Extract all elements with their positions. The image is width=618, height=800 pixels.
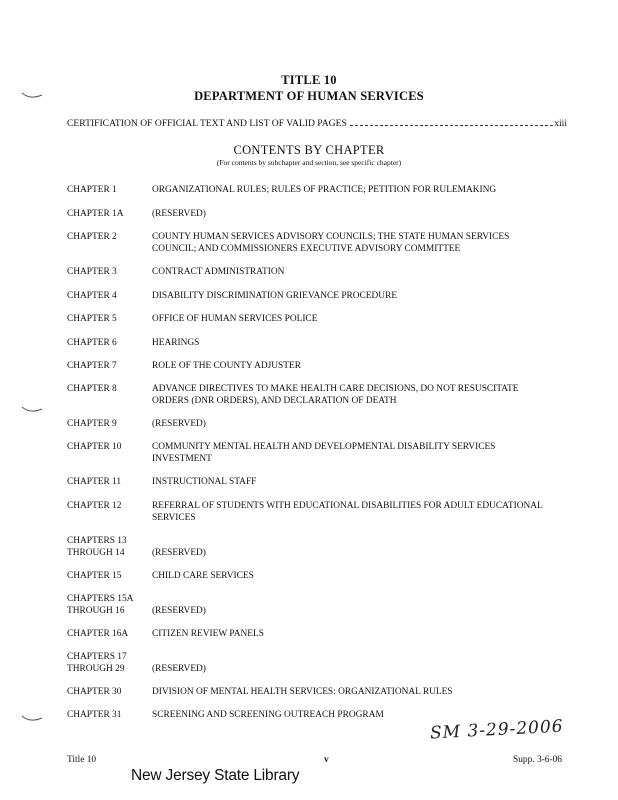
department-title: DEPARTMENT OF HUMAN SERVICES: [194, 89, 424, 103]
dot-leader: [350, 124, 553, 126]
chapter-description-line: COUNTY HUMAN SERVICES ADVISORY COUNCILS; THE STATE HUMAN SERVICES: [152, 232, 510, 242]
chapter-description: (RESERVED): [152, 209, 206, 219]
chapter-label: CHAPTER 30: [67, 687, 122, 697]
chapter-label-line: CHAPTERS 15A: [67, 594, 134, 604]
chapter-label-line: THROUGH 14: [67, 548, 125, 558]
chapter-description: CONTRACT ADMINISTRATION: [152, 267, 285, 277]
chapter-description: SCREENING AND SCREENING OUTREACH PROGRAM: [152, 710, 384, 720]
chapter-description: OFFICE OF HUMAN SERVICES POLICE: [152, 314, 318, 324]
chapter-label: [67, 593, 151, 617]
chapter-description: (RESERVED): [152, 419, 206, 429]
chapter-description-line: SERVICES: [152, 513, 196, 523]
chapter-description: (RESERVED): [152, 664, 206, 674]
chapter-label: CHAPTER 6: [67, 338, 117, 348]
chapter-label-line: THROUGH 29: [67, 664, 125, 674]
chapter-label: CHAPTER 5: [67, 314, 117, 324]
chapter-description: [152, 383, 582, 407]
contents-subheading: (For contents by subchapter and section, see specific chapter): [216, 158, 402, 167]
chapter-description: ROLE OF THE COUNTY ADJUSTER: [152, 361, 301, 371]
chapter-label: CHAPTER 2: [67, 232, 117, 242]
chapter-label: CHAPTER 1A: [67, 209, 124, 219]
chapter-label: CHAPTER 7: [67, 361, 117, 371]
chapter-label: CHAPTER 12: [67, 501, 122, 511]
chapter-label: CHAPTER 16A: [67, 629, 129, 639]
contents-heading: CONTENTS BY CHAPTER: [233, 143, 385, 157]
chapter-description: INSTRUCTIONAL STAFF: [152, 477, 257, 487]
chapter-description: [152, 231, 582, 255]
chapter-label: CHAPTER 31: [67, 710, 122, 720]
chapter-label: CHAPTER 11: [67, 477, 122, 487]
chapter-description-line: INVESTMENT: [152, 454, 212, 464]
supplement-date: Supp. 3-6-06: [513, 755, 562, 765]
chapter-description: (RESERVED): [152, 606, 206, 616]
chapter-description-line: REFERRAL OF STUDENTS WITH EDUCATIONAL DISABILITIES FOR ADULT EDUCATIONAL: [152, 501, 543, 511]
certification-page-ref: xiii: [554, 118, 567, 129]
chapter-description: [152, 500, 582, 524]
chapter-label: [67, 535, 151, 559]
chapter-label: CHAPTER 9: [67, 419, 117, 429]
handwritten-note: SM 3-29-2006: [429, 716, 565, 744]
chapter-label: CHAPTER 3: [67, 267, 117, 277]
chapter-label: CHAPTER 15: [67, 571, 122, 581]
chapter-description: ORGANIZATIONAL RULES; RULES OF PRACTICE; PETITION FOR RULEMAKING: [152, 185, 497, 195]
chapter-description: DISABILITY DISCRIMINATION GRIEVANCE PROCEDURE: [152, 291, 398, 301]
scan-mark-icon: [20, 404, 44, 416]
scan-mark-icon: [20, 713, 44, 725]
certification-text: CERTIFICATION OF OFFICIAL TEXT AND LIST OF VALID PAGES: [67, 118, 347, 129]
chapter-label-line: CHAPTERS 13: [67, 536, 127, 546]
certification-line: [67, 118, 567, 129]
chapter-label-line: CHAPTERS 17: [67, 652, 127, 662]
chapter-description-line: ORDERS (DNR ORDERS), AND DECLARATION OF DEATH: [152, 396, 397, 406]
chapter-label: CHAPTER 4: [67, 291, 117, 301]
chapter-description-line: ADVANCE DIRECTIVES TO MAKE HEALTH CARE DECISIONS, DO NOT RESUSCITATE: [152, 384, 519, 394]
chapter-description: CITIZEN REVIEW PANELS: [152, 629, 264, 639]
chapter-label: CHAPTER 8: [67, 384, 117, 394]
chapter-description-line: COMMUNITY MENTAL HEALTH AND DEVELOPMENTAL DISABILITY SERVICES: [152, 442, 496, 452]
chapter-label: [67, 651, 151, 675]
chapter-description: [152, 441, 582, 465]
chapter-description: (RESERVED): [152, 548, 206, 558]
chapter-label-line: THROUGH 16: [67, 606, 125, 616]
footer-title: Title 10: [67, 755, 97, 765]
chapter-description: HEARINGS: [152, 338, 200, 348]
chapter-description: DIVISION OF MENTAL HEALTH SERVICES: ORGANIZATIONAL RULES: [152, 687, 453, 697]
chapter-description: CHILD CARE SERVICES: [152, 571, 254, 581]
scan-mark-icon: [20, 90, 44, 102]
page-number: v: [324, 755, 329, 765]
title-number: TITLE 10: [281, 73, 337, 87]
chapter-label: CHAPTER 10: [67, 442, 122, 452]
library-stamp: New Jersey State Library: [131, 767, 300, 784]
chapter-description-line: COUNCIL; AND COMMISSIONERS EXECUTIVE ADVISORY COMMITTEE: [152, 244, 461, 254]
chapter-label: CHAPTER 1: [67, 185, 117, 195]
